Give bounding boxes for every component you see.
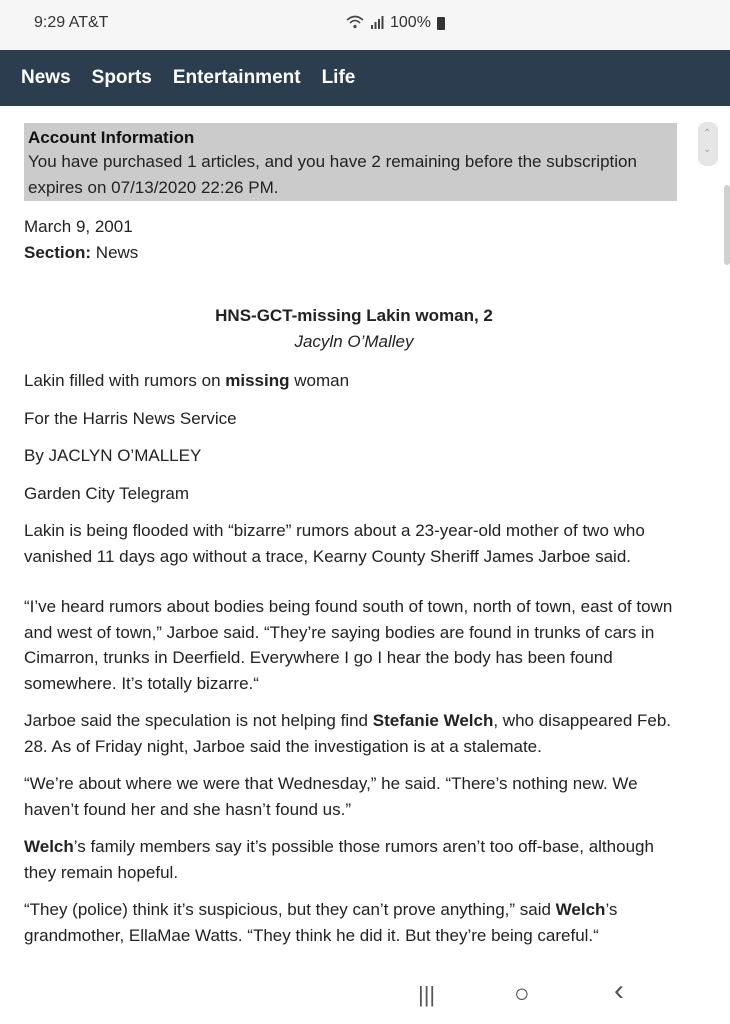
article-paragraph: By JACLYN O’MALLEY [24, 446, 202, 465]
signal-icon [370, 15, 384, 32]
nav-entertainment[interactable]: Entertainment [172, 67, 301, 88]
back-button[interactable]: ‹ [614, 974, 624, 1007]
recents-button[interactable]: ||| [418, 982, 436, 1007]
text-run: Lakin filled with rumors on [24, 371, 226, 390]
text-run: woman [289, 371, 350, 390]
nav-news[interactable]: News [21, 67, 71, 88]
status-bar [0, 0, 730, 50]
article-paragraph [24, 897, 684, 948]
article-paragraph [24, 834, 684, 885]
keyword-highlight: missing [225, 371, 290, 390]
article-paragraph: For the Harris News Service [24, 408, 237, 428]
account-text: You have purchased 1 articles, and you have 2 remaining before the subscription expires on 07/13/2020 22:26 PM. [28, 152, 637, 197]
article-paragraph: Garden City Telegram [24, 483, 190, 503]
article-paragraph: Lakin is being flooded with “bizarre” rumors about a 23-year-old mother of two who vanished 11 days ago without a trace, Kearny County Sheriff James Jarboe said. [24, 521, 645, 566]
section-value: News [95, 243, 139, 262]
article-paragraph [24, 708, 684, 759]
scroll-up-down-button[interactable] [698, 122, 718, 166]
text-run: ’s grandmother, EllaMae Watts. “They think he did it. But they’re being careful.“ [24, 900, 618, 945]
keyword-highlight: Welch [555, 900, 606, 919]
article-paragraph: “I’ve heard rumors about bodies being found south of town, north of town, east of town and west of town,” Jarboe said. “They’re saying bodies are found in trunks of cars in Cimarron, trunks in Deerfield. Everywhere I go I hear the body has been found somewhere. It’s totally bizarre.“ [24, 597, 673, 693]
article-paragraph [24, 368, 684, 394]
text-run: “They (police) think it’s suspicious, but they can’t prove anything,” said [24, 900, 556, 919]
battery-percent: 100% [390, 14, 431, 31]
status-icons [346, 14, 445, 32]
chevron-down-icon: ⌄ [703, 144, 712, 155]
system-nav-bar [0, 970, 730, 1024]
article-section [24, 240, 684, 266]
section-label: Section: [24, 243, 92, 262]
text-run: Jarboe said the speculation is not helping find [24, 711, 373, 730]
article [24, 214, 684, 948]
home-button[interactable]: ○ [514, 978, 530, 1008]
nav-life[interactable]: Life [321, 67, 356, 88]
keyword-highlight: Welch [24, 837, 74, 856]
text-run: , who disappeared Feb. 28. As of Friday night, Jarboe said the investigation is at a stalemate. [24, 711, 672, 756]
keyword-highlight: Stefanie Welch [372, 711, 494, 730]
text-run: ’s family members say it’s possible those rumors aren’t too off-base, although they remain hopeful. [24, 837, 654, 882]
article-author: Jacyln O’Malley [294, 332, 414, 351]
battery-icon [437, 17, 445, 30]
article-paragraph: “We’re about where we were that Wednesday,” he said. “There’s nothing new. We haven’t found her and she hasn’t found us.” [24, 774, 638, 819]
nav-sports[interactable]: Sports [91, 67, 152, 88]
article-date: March 9, 2001 [24, 217, 133, 236]
article-headline: HNS-GCT-missing Lakin woman, 2 [215, 306, 493, 325]
site-nav [0, 50, 730, 106]
account-information-box [24, 123, 677, 201]
wifi-icon [346, 15, 364, 32]
status-time-carrier: 9:29 AT&T [34, 14, 109, 31]
scrollbar-thumb[interactable] [724, 185, 730, 265]
account-title: Account Information [28, 128, 195, 147]
chevron-up-icon: ⌃ [703, 128, 712, 139]
